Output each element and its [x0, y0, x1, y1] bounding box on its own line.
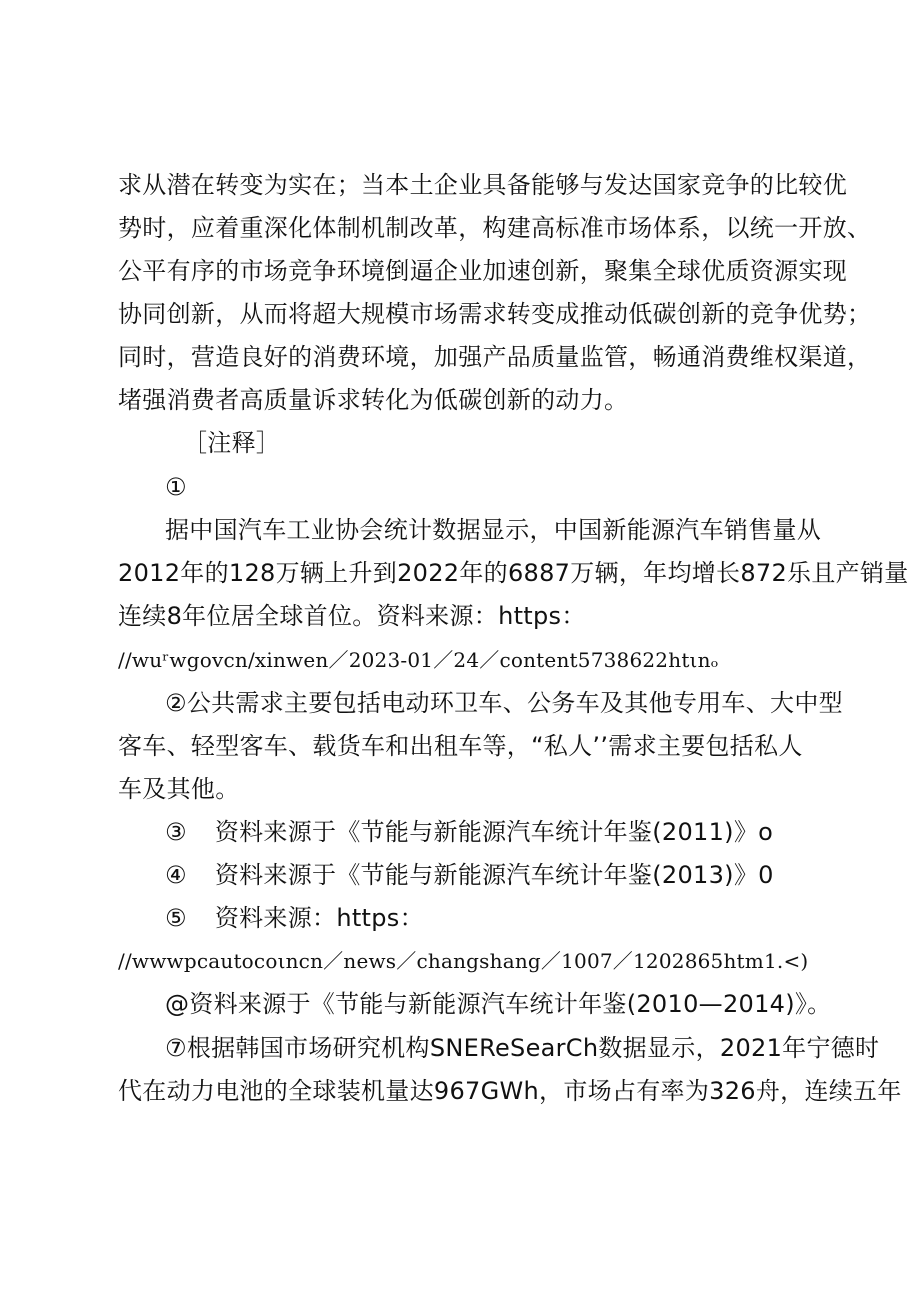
- body-line-2: 势时，应着重深化体制机制改革，构建高标准市场体系，以统一开放、: [118, 214, 872, 242]
- note-2-line-1: ②公共需求主要包括电动环卫车、公务车及其他专用车、大中型: [165, 689, 843, 717]
- body-line-3: 公平有序的市场竞争环境倒逼企业加速创新，聚集全球优质资源实现: [118, 257, 847, 285]
- note-4: [0, 860, 920, 890]
- note-6: @资料来源于《节能与新能源汽车统计年鉴(2010—2014)》。: [165, 990, 832, 1018]
- note-2-line-3: 车及其他。: [118, 775, 240, 803]
- note-5: [0, 903, 920, 933]
- note-1-url: //wuʳwgovcn/xinwen／2023-01／24／content5738622htιnₒ: [118, 648, 719, 672]
- note-3-marker: ③: [165, 818, 187, 846]
- note-7-line-2: 代在动力电池的全球装机量达967GWh，市场占有率为326舟，连续五年: [118, 1077, 902, 1105]
- note-4-text: 资料来源于《节能与新能源汽车统计年鉴(2013)》0: [214, 861, 774, 889]
- note-1-line-3: 连续8年位居全球首位。资料来源：https：: [118, 602, 586, 630]
- note-3-text: 资料来源于《节能与新能源汽车统计年鉴(2011)》o: [214, 818, 774, 846]
- note-3: [0, 817, 920, 847]
- note-1-line-2: 2012年的128万辆上升到2022年的6887万辆，年均增长872乐且产销量: [118, 559, 909, 587]
- note-2-line-2: 客车、轻型客车、载货车和出租车等，“私人’’需求主要包括私人: [118, 732, 803, 760]
- note-4-marker: ④: [165, 861, 187, 889]
- note-1-line-1: 据中国汽车工业协会统计数据显示，中国新能源汽车销售量从: [165, 516, 822, 544]
- note-1-marker: ①: [165, 473, 187, 501]
- note-5-line-1: 资料来源：https：: [214, 904, 424, 932]
- note-5-marker: ⑤: [165, 904, 187, 932]
- note-7-line-1: ⑦根据韩国市场研究机构SNEReSearCh数据显示，2021年宁德时: [165, 1034, 880, 1062]
- body-line-1: 求从潜在转变为实在；当本土企业具备能够与发达国家竞争的比较优: [118, 171, 847, 199]
- body-line-5: 同时，营造良好的消费环境，加强产品质量监管，畅通消费维权渠道，: [118, 343, 872, 371]
- body-line-4: 协同创新，从而将超大规模市场需求转变成推动低碳创新的竞争优势；: [118, 300, 872, 328]
- notes-heading: ［注释］: [183, 429, 281, 457]
- body-line-6: 堵强消费者高质量诉求转化为低碳创新的动力。: [118, 386, 629, 414]
- note-5-url: //wwwpcautocoιncn／news／changshang／1007／1202865htm1.<): [118, 949, 809, 973]
